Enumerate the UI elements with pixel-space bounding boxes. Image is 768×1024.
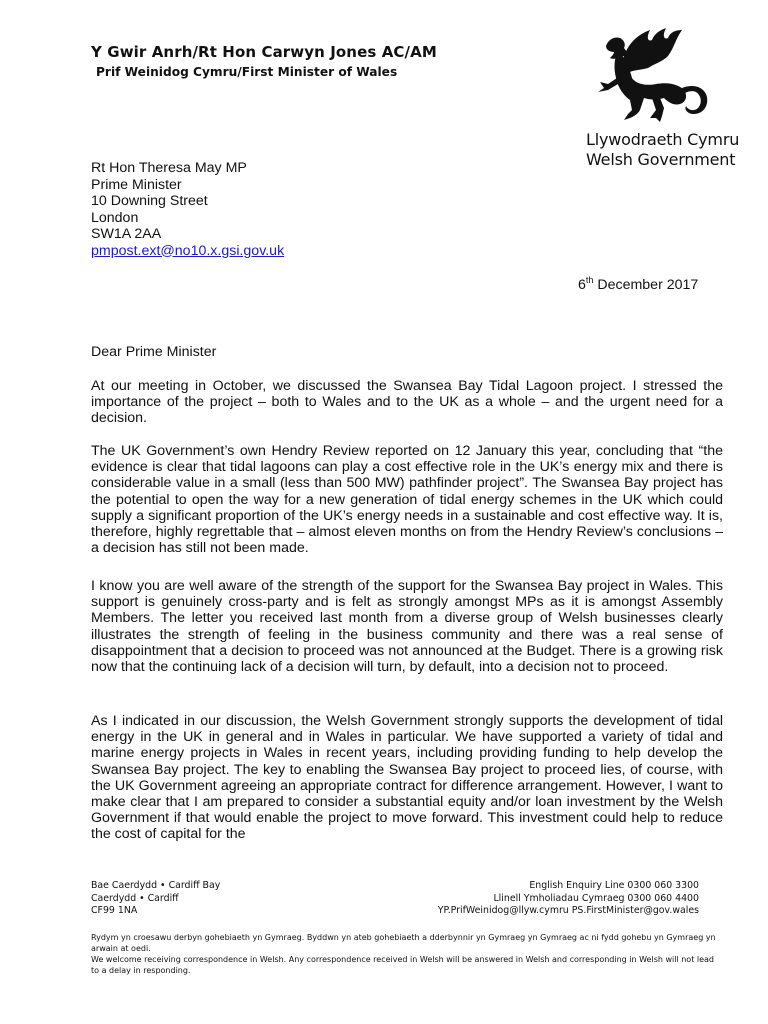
date-day: 6 [578,277,586,293]
footer-address-line-3: CF99 1NA [91,905,138,916]
footer-language-note [91,932,721,976]
sender-name: Y Gwir Anrh/Rt Hon Carwyn Jones AC/AM [91,43,437,61]
date-suffix: th [585,275,594,285]
recipient-postcode: SW1A 2AA [91,226,162,242]
footer-english-enquiry: English Enquiry Line 0300 060 3300 [529,880,699,891]
recipient-name: Rt Hon Theresa May MP [91,160,247,176]
body-paragraph-1: At our meeting in October, we discussed the Swansea Bay Tidal Lagoon project. I stressed the importance of the project – both to Wales and to the UK as a whole – and the urgent need for a decision. [91,378,723,427]
body-paragraph-2: The UK Government’s own Hendry Review reported on 12 January this year, concluding that “the evidence is clear that tidal lagoons can play a cost effective role in the UK’s energy mix and there is considerable value in a small (less than 500 MW) pathfinder project”. The Swansea Bay project has the potential to open the way for a new generation of tidal energy schemes in the UK which could supply a significant proportion of the UK’s energy needs in a sustainable and cost effective way. It is, therefore, highly regrettable that – almost eleven months on from the Hendry Review’s conclusions – a decision has still not been made. [91,443,723,557]
org-name-welsh: Llywodraeth Cymru [586,130,740,149]
welsh-government-logo [586,26,740,176]
footer-address-line-2: Caerdydd • Cardiff [91,892,179,904]
recipient-street: 10 Downing Street [91,193,208,209]
org-name [586,130,739,170]
footer-address [91,880,220,918]
body-paragraph-4: As I indicated in our discussion, the Welsh Government strongly supports the development of tidal energy in the UK in general and in Wales in particular. We have supported a variety of tidal and marine energy projects in Wales in recent years, including providing funding to help develop the Swansea Bay project. The key to enabling the Swansea Bay project to proceed lies, of course, with the UK Government agreeing an appropriate contract for difference arrangement. However, I want to make clear that I am prepared to consider a substantial equity and/or loan investment by the Welsh Government if that would enable the project to move forward. This investment could help to reduce the cost of capital for the [91,713,723,843]
sender-role: Prif Weinidog Cymru/First Minister of Wales [96,65,398,79]
recipient-email-link[interactable]: pmpost.ext@no10.x.gsi.gov.uk [91,242,285,259]
recipient-city: London [91,209,139,226]
footer-note-welsh: Rydym yn croesawu derbyn gohebiaeth yn Gymraeg. Byddwn yn ateb gohebiaeth a dderbynnir yn Gymraeg yn Gymraeg ac ni fydd gohebu yn Gymraeg yn arwain at oedi. [91,933,716,953]
date-month-year: December 2017 [593,277,699,293]
footer-welsh-enquiry: Llinell Ymholiadau Cymraeg 0300 060 4400 [493,892,699,904]
footer-address-line-1: Bae Caerdydd • Cardiff Bay [91,880,221,891]
footer-emails: YP.PrifWeinidog@llyw.cymru PS.FirstMinister@gov.wales [437,905,699,916]
footer-contacts [438,880,699,918]
recipient-address [91,160,284,259]
org-name-english: Welsh Government [586,150,736,169]
recipient-title: Prime Minister [91,176,182,193]
salutation: Dear Prime Minister [91,344,217,360]
welsh-dragon-icon [594,26,710,124]
footer-note-english: We welcome receiving correspondence in Welsh. Any correspondence received in Welsh will be answered in Welsh and corresponding in Welsh will not lead to a delay in responding. [91,955,714,975]
body-paragraph-3: I know you are well aware of the strength of the support for the Swansea Bay project in Wales. This support is genuinely cross-party and is felt as strongly amongst MPs as it is amongst Assembly Members. The letter you received last month from a diverse group of Welsh businesses clearly illustrates the strength of feeling in the business community and there was a real sense of disappointment that a decision to proceed was not announced at the Budget. There is a growing risk now that the continuing lack of a decision will turn, by default, into a decision not to proceed. [91,578,723,676]
letter-date [578,275,698,293]
